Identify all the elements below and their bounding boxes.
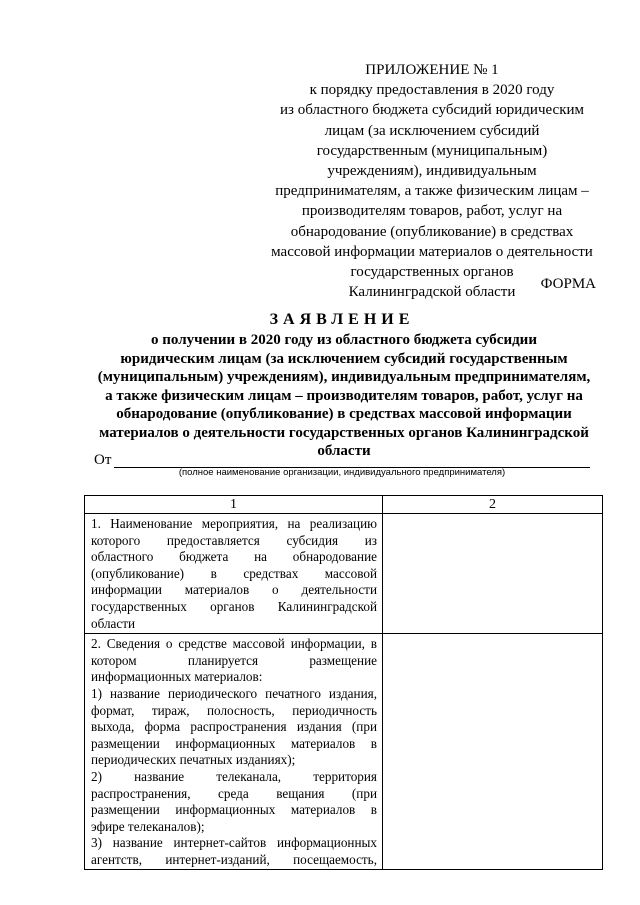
appendix-line: учреждениям), индивидуальным — [327, 163, 537, 180]
table-row — [85, 514, 603, 634]
row-text-line: периодических печатных изданиях); — [91, 752, 296, 768]
row-text-line: области — [91, 615, 136, 631]
row-text-line: информационных материалов: — [91, 669, 263, 685]
row-text-line: которого предоставляется субсидия из — [91, 532, 377, 548]
document-subject — [84, 331, 604, 461]
row-text-line: формат, тираж, полосность, периодичность — [91, 702, 377, 718]
row-text-line: 2) название телеканала, территория — [91, 768, 377, 784]
appendix-line: государственных органов — [350, 264, 514, 281]
subject-line: материалов о деятельности государственных органов Калининградской — [99, 424, 589, 441]
row-description — [85, 634, 383, 870]
row-text-line: размещении информационных материалов в — [91, 802, 377, 818]
row-description — [85, 514, 383, 634]
subject-line: а также физическим лицам – производителям товаров, работ, услуг на — [105, 387, 583, 404]
table-header-row — [85, 496, 603, 514]
application-table — [84, 495, 603, 870]
appendix-line: из областного бюджета субсидий юридическим — [280, 102, 584, 119]
subject-line: о получении в 2020 году из областного бюджета субсидии — [151, 332, 537, 348]
subject-line: обнародование (опубликование) в средствах массовой информации — [116, 406, 572, 422]
form-label: ФОРМА — [540, 276, 596, 292]
row-text-line: 3) название интернет-сайтов информационных — [91, 835, 377, 851]
row-text-line: информации материалов о деятельности — [91, 582, 377, 598]
appendix-line: к порядку предоставления в 2020 году — [309, 82, 555, 99]
row-text-line: котором планируется размещение — [91, 652, 377, 668]
appendix-line: обнародование (опубликование) в средствах — [290, 223, 574, 240]
appendix-line: производителям товаров, работ, услуг на — [301, 203, 563, 220]
row-text-line: 1) название периодического печатного издания, — [91, 685, 377, 701]
appendix-line: государственным (муниципальным) — [316, 142, 548, 159]
subject-line: области — [317, 443, 371, 459]
row-text-line: 2. Сведения о средстве массовой информации, в — [91, 636, 377, 652]
appendix-line: предпринимателям, а также физическим лицам – — [275, 183, 589, 200]
from-caption: (полное наименование организации, индивидуального предпринимателя) — [178, 467, 506, 478]
row-value-cell[interactable] — [383, 514, 603, 634]
appendix-line: лицам (за исключением субсидий — [324, 122, 540, 139]
table-row — [85, 634, 603, 870]
row-text-line: областного бюджета на обнародование — [91, 549, 377, 565]
row-text-line: выхода, форма распространения издания (при — [91, 719, 377, 735]
row-text-line: распространения, среда вещания (при — [91, 785, 377, 801]
row-value-cell[interactable] — [383, 634, 603, 870]
from-label: От — [94, 452, 112, 468]
column-header: 2 — [383, 496, 603, 514]
subject-line: (муниципальным) учреждениям), индивидуальным предпринимателям, — [97, 369, 591, 385]
column-header: 1 — [85, 496, 383, 514]
document-title: ЗАЯВЛЕНИЕ — [269, 311, 415, 328]
row-text-line: агентств, интернет-изданий, посещаемость, — [91, 851, 377, 867]
appendix-line: массовой информации материалов о деятельности — [271, 243, 593, 260]
row-text-line: 1. Наименование мероприятия, на реализацию — [91, 516, 377, 531]
subject-line: юридическим лицам (за исключением субсидий государственным — [120, 350, 568, 367]
row-text-line: эфире телеканалов); — [91, 818, 205, 834]
row-text-line: (опубликование) в средствах массовой — [91, 565, 377, 581]
row-text-line: государственных органов Калининградской — [91, 598, 377, 614]
appendix-header — [262, 60, 602, 302]
appendix-line: ПРИЛОЖЕНИЕ № 1 — [365, 62, 499, 78]
row-text-line: размещении информационных материалов в — [91, 735, 377, 751]
appendix-line: Калининградской области — [348, 284, 516, 301]
